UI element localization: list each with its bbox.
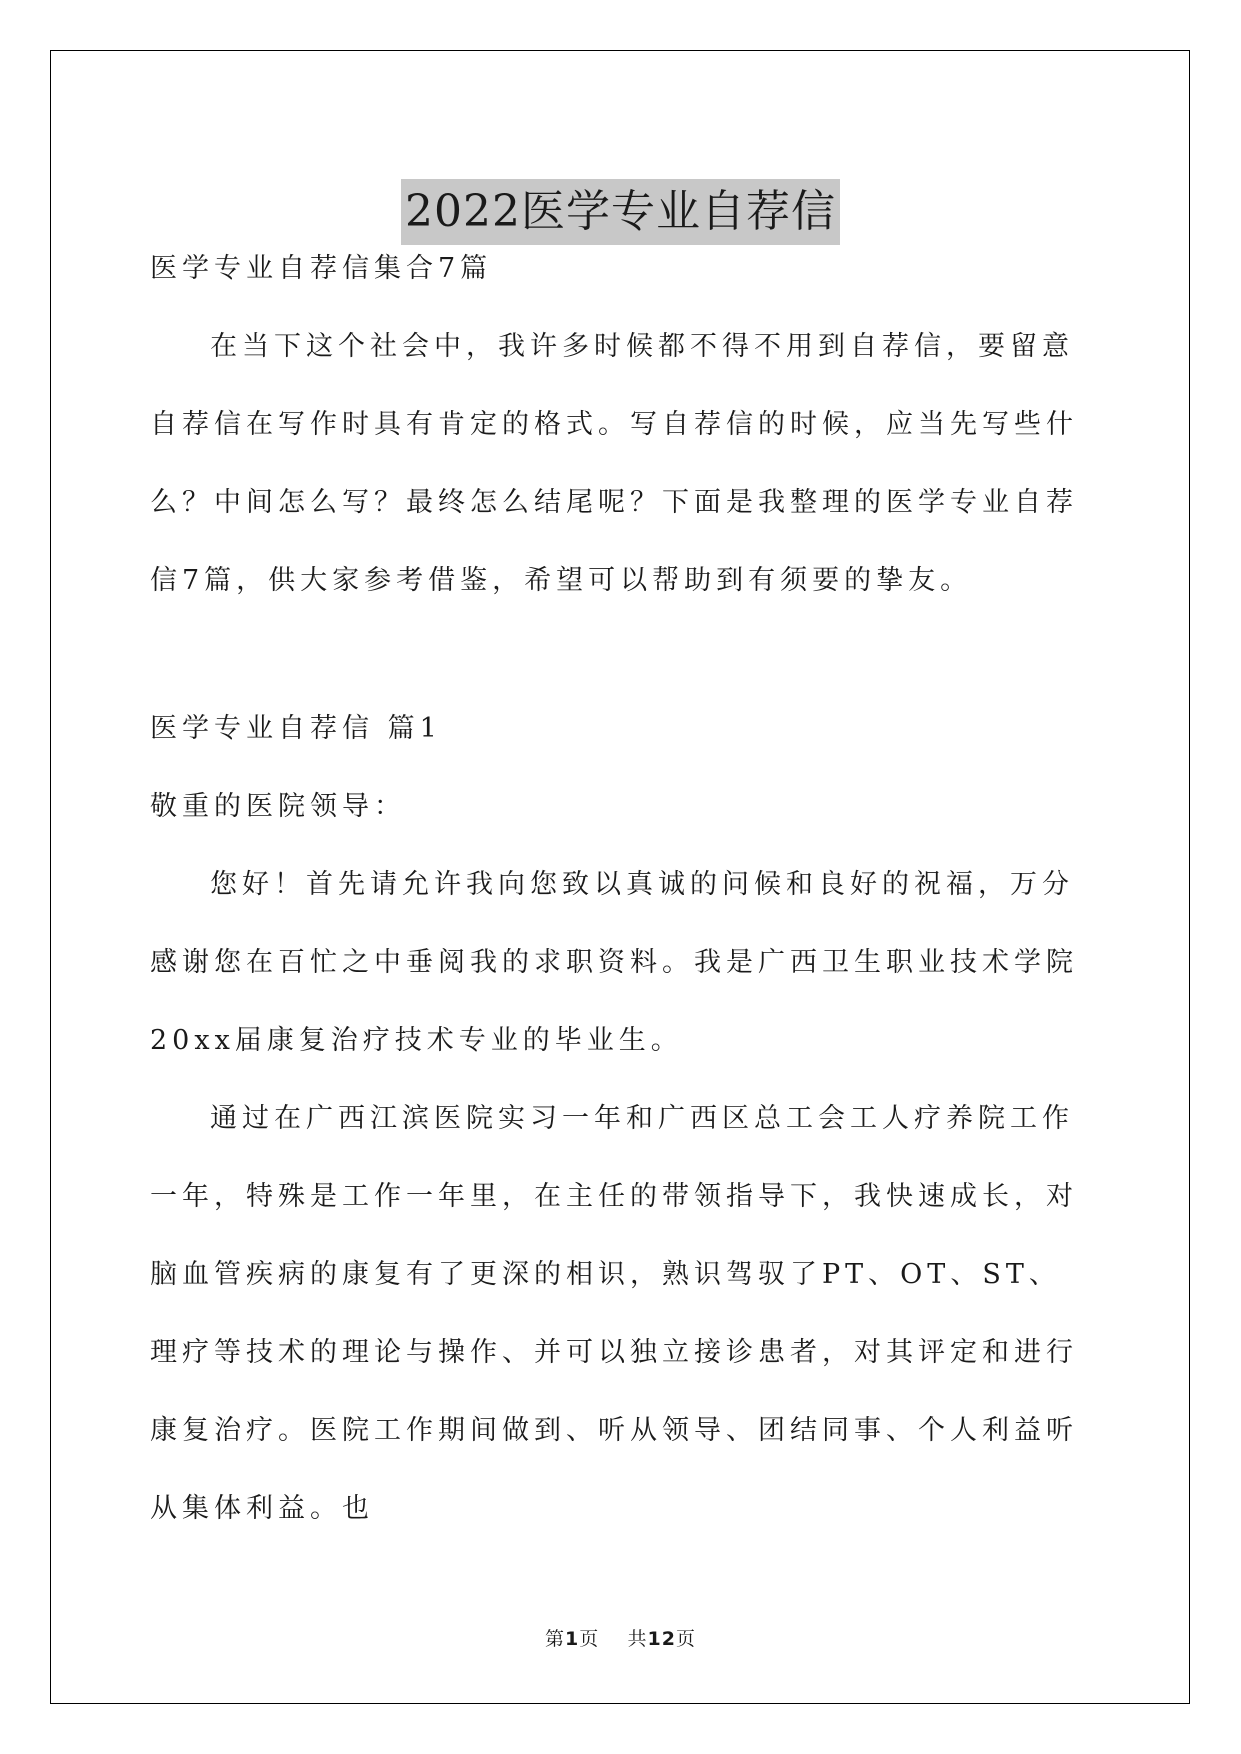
body-paragraph-1: 您好！首先请允许我向您致以真诚的问候和良好的祝福，万分感谢您在百忙之中垂阅我的求职资料。我是广西卫生职业技术学院20xx届康复治疗技术专业的毕业生。 xyxy=(150,869,1078,1056)
intro-paragraph: 在当下这个社会中，我许多时候都不得不用到自荐信，要留意自荐信在写作时具有肯定的格式。写自荐信的时候，应当先写些什么？中间怎么写？最终怎么结尾呢？下面是我整理的医学专业自荐信7篇，供大家参考借鉴，希望可以帮助到有须要的挚友。 xyxy=(150,331,1078,596)
footer-total-suffix: 页 xyxy=(675,1628,696,1650)
footer-page-number: 1 xyxy=(565,1628,580,1650)
footer-page-suffix: 页 xyxy=(579,1628,600,1650)
subtitle: 医学专业自荐信集合7篇 xyxy=(150,253,493,284)
footer-total-prefix: 共 xyxy=(627,1628,648,1650)
section-heading: 医学专业自荐信 篇1 xyxy=(150,713,442,744)
page-footer xyxy=(0,1624,1241,1651)
document-title: 2022医学专业自荐信 xyxy=(401,179,840,245)
footer-total-pages: 12 xyxy=(647,1628,676,1650)
salutation: 敬重的医院领导： xyxy=(150,791,406,822)
document-body xyxy=(150,230,1090,1548)
footer-page-prefix: 第 xyxy=(545,1628,566,1650)
section-gap xyxy=(150,620,1090,690)
body-paragraph-2: 通过在广西江滨医院实习一年和广西区总工会工人疗养院工作一年，特殊是工作一年里，在主任的带领指导下，我快速成长，对脑血管疾病的康复有了更深的相识，熟识驾驭了PT、OT、ST、理疗等技术的理论与操作、并可以独立接诊患者，对其评定和进行康复治疗。医院工作期间做到、听从领导、团结同事、个人利益听从集体利益。也 xyxy=(150,1103,1078,1524)
